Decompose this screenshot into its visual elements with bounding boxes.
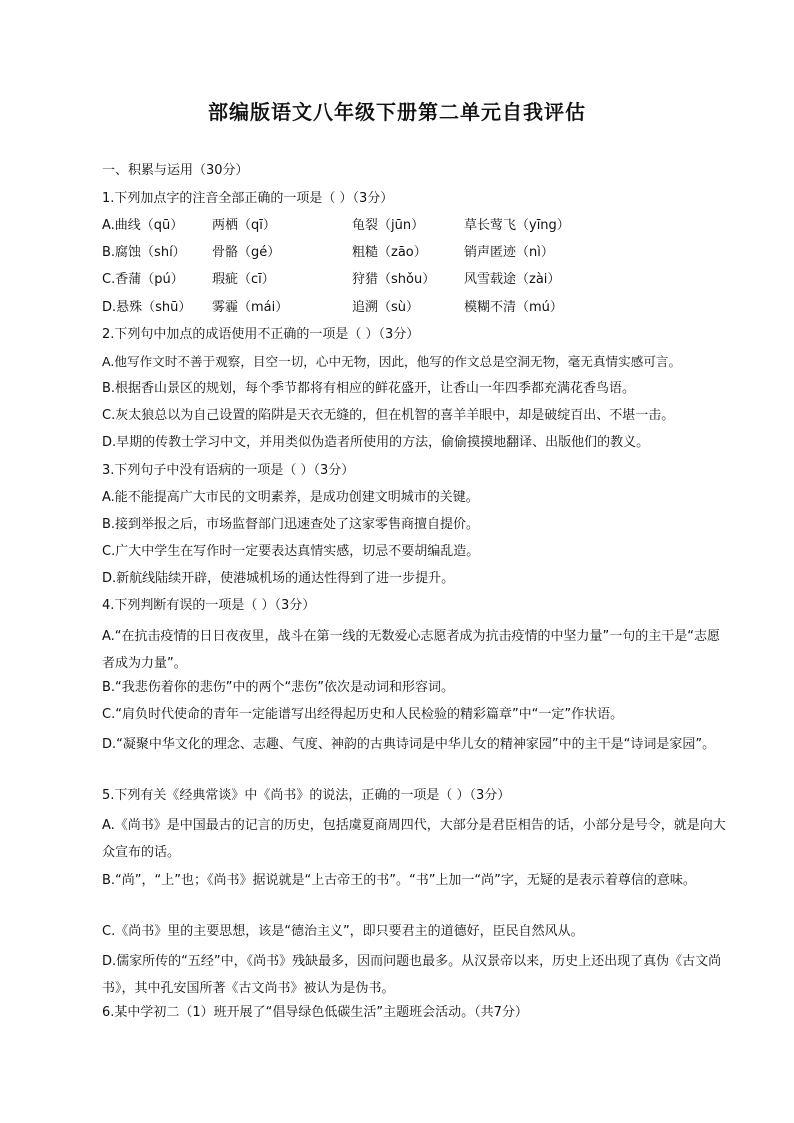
question-3-option-b: B.接到举报之后，市场监督部门迅速查处了这家零售商擅自提价。 [102,517,480,532]
option-cell: 粗糙（zāo） [352,245,427,260]
question-3-option-d: D.新航线陆续开辟，使港城机场的通达性得到了进一步提升。 [102,571,455,586]
question-5-stem: 5.下列有关《经典常谈》中《尚书》的说法，正确的一项是（ ）（3分） [102,788,511,803]
option-cell: 销声匿迹（nì） [464,245,554,260]
option-cell: 雾霾（mái） [212,300,289,315]
question-5-option-a: A.《尚书》是中国最古的记言的历史，包括虞夏商周四代，大部分是君臣相告的话，小部分是号令，就是向大众宣布的话。 [102,818,726,860]
question-4-option-b: B.“我悲伤着你的悲伤”中的两个“悲伤”依次是动词和形容词。 [102,680,454,695]
option-cell: 风雪载途（zài） [464,272,561,287]
question-5-option-c: C.《尚书》里的主要思想，该是“德治主义”，即只要君主的道德好，臣民自然风从。 [102,924,584,939]
question-2-option-a: A.他写作文时不善于观察，目空一切，心中无物，因此，他写的作文总是空洞无物，毫无真情实感可言。 [102,354,682,369]
option-cell: 瑕疵（cī） [212,272,275,287]
question-1-stem: 1.下列加点字的注音全部正确的一项是（ ）（3分） [102,191,394,206]
option-cell: 骨骼（gé） [212,245,281,260]
option-cell: D.悬殊（shū） [102,300,192,315]
option-cell: A.曲线（qū） [102,218,184,233]
question-2-stem: 2.下列句中加点的成语使用不正确的一项是（ ）（3分） [102,327,420,342]
question-5-option-d: D.儒家所传的“五经”中，《尚书》残缺最多，因而问题也最多。从汉景帝以来，历史上还出现了真伪《古文尚书》，其中孔安国所著《古文尚书》被认为是伪书。 [102,954,722,996]
question-4-option-d: D.“凝聚中华文化的理念、志趣、气度、神韵的古典诗词是中华儿女的精神家园”中的主干是“诗词是家园”。 [102,737,716,752]
option-cell: C.香蒲（pú） [102,272,184,287]
question-1-row-c [102,270,742,290]
option-cell: 模糊不清（mú） [464,300,563,315]
question-3-option-a: A.能不能提高广大市民的文明素养，是成功创建文明城市的关键。 [102,490,479,505]
question-4-option-c: C.“肩负时代使命的青年一定能谱写出经得起历史和人民检验的精彩篇章”中“一定”作状语。 [102,707,624,722]
question-4-stem: 4.下列判断有误的一项是（ ）（3分） [102,598,316,613]
option-cell: 狩猎（shǒu） [352,272,436,287]
question-3-stem: 3.下列句子中没有语病的一项是（ ）（3分） [102,463,355,478]
section-heading: 一、积累与运用（30分） [102,163,249,178]
question-1-row-b [102,243,742,263]
question-3-option-c: C.广大中学生在写作时一定要表达真情实感，切忌不要胡编乱造。 [102,544,480,559]
question-4-option-a: A.“在抗击疫情的日日夜夜里，战斗在第一线的无数爱心志愿者成为抗击疫情的中坚力量”一句的主干是“志愿者成为力量”。 [102,629,721,671]
question-6-stem: 6.某中学初二（1）班开展了“倡导绿色低碳生活”主题班会活动。（共7分） [102,1005,528,1020]
option-cell: 龟裂（jūn） [352,218,425,233]
question-5-option-b: B.“尚”，“上”也；《尚书》据说就是“上古帝王的书”。“书”上加一“尚”字，无疑的是表示着尊信的意味。 [102,873,696,888]
question-2-option-d: D.早期的传教士学习中文，并用类似伪造者所使用的方法，偷偷摸摸地翻译、出版他们的教义。 [102,435,650,450]
option-cell: 追溯（sù） [352,300,420,315]
option-cell: 草长莺飞（yīng） [464,218,570,233]
question-2-option-c: C.灰太狼总以为自己设置的陷阱是天衣无缝的，但在机智的喜羊羊眼中，却是破绽百出、不堪一击。 [102,408,675,423]
page-title: 部编版语文八年级下册第二单元自我评估 [208,100,586,124]
question-1-row-d [102,298,742,318]
option-cell: 两栖（qī） [212,218,276,233]
question-1-row-a [102,216,742,236]
option-cell: B.腐蚀（shí） [102,245,186,260]
question-2-option-b: B.根据香山景区的规划，每个季节都将有相应的鲜花盛开，让香山一年四季都充满花香鸟语。 [102,381,636,396]
